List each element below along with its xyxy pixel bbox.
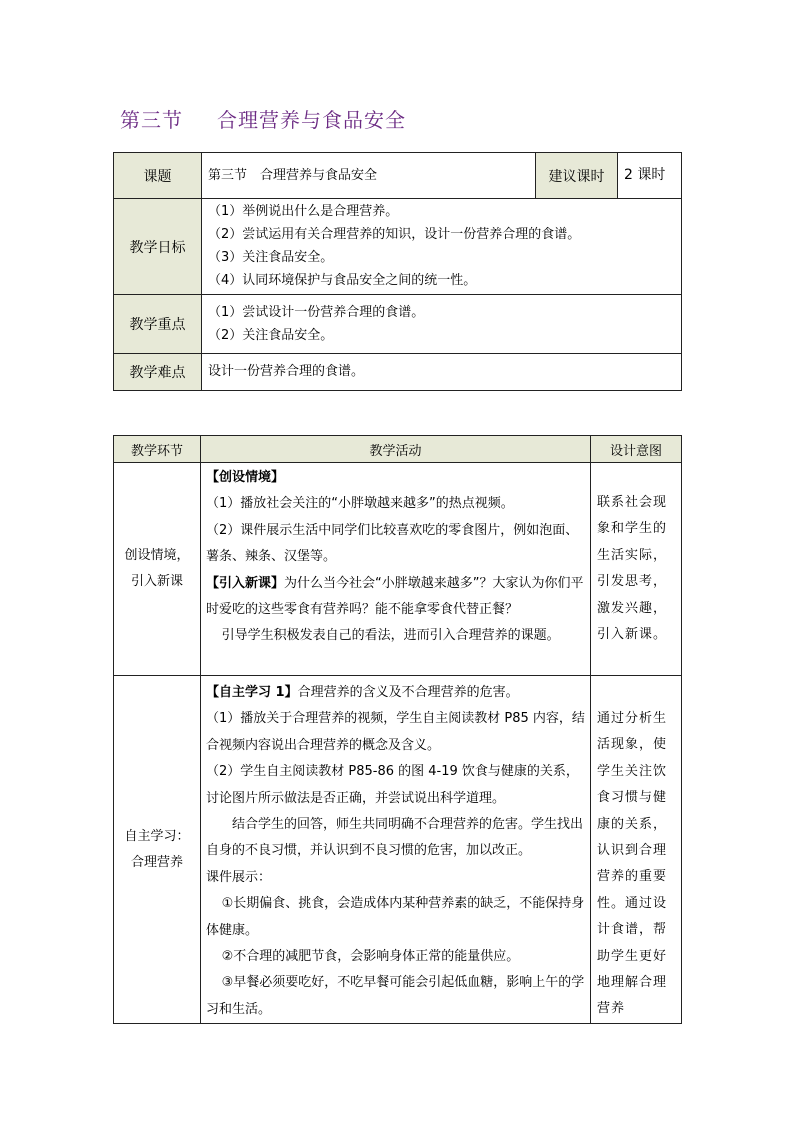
header-stage: 教学环节 bbox=[114, 436, 201, 463]
paragraph: （2）课件展示生活中同学们比较喜欢吃的零食图片，例如泡面、薯条、辣条、汉堡等。 bbox=[206, 522, 579, 565]
stage-cell bbox=[114, 463, 201, 676]
table-row bbox=[114, 676, 682, 1024]
paragraph-text: 合理营养的含义及不合理营养的危害。 bbox=[297, 685, 519, 700]
stage-text: 创设情境， bbox=[124, 548, 190, 563]
topic-label: 课题 bbox=[114, 153, 202, 199]
difficulty-row bbox=[114, 354, 682, 391]
paragraph: （1）播放社会关注的“小胖墩越来越多”的热点视频。 bbox=[206, 496, 514, 512]
paragraph: ③早餐必须要吃好，不吃早餐可能会引起低血糖，影响上午的学习和生活。 bbox=[206, 975, 585, 1017]
section-heading: 【创设情境】 bbox=[206, 470, 285, 485]
goals-content bbox=[202, 199, 682, 295]
page-title bbox=[120, 104, 406, 133]
paragraph: （2）学生自主阅读教材 P85-86 的图 4-19 饮食与健康的关系，讨论图片所示做法是否正确，并尝试说出科学道理。 bbox=[206, 764, 579, 806]
goal-item: （2）尝试运用有关合理营养的知识，设计一份营养合理的食谱。 bbox=[208, 227, 581, 242]
paragraph: 引导学生积极发表自己的看法，进而引入合理营养的课题。 bbox=[221, 628, 560, 644]
teaching-activity-table bbox=[113, 435, 682, 1024]
goals-row bbox=[114, 199, 682, 295]
hours-value: 2 课时 bbox=[618, 153, 682, 199]
intent-cell: 联系社会现象和学生的生活实际，引发思考，激发兴趣，引入新课。 bbox=[591, 463, 682, 676]
header-intent: 设计意图 bbox=[591, 436, 682, 463]
lesson-info-table bbox=[113, 152, 682, 391]
paragraph bbox=[206, 680, 585, 706]
paragraph: ①长期偏食、挑食，会造成体内某种营养素的缺乏，不能保持身体健康。 bbox=[206, 896, 585, 938]
table-row bbox=[114, 463, 682, 676]
goal-item: （3）关注食品安全。 bbox=[208, 250, 334, 265]
key-point-item: （2）关注食品安全。 bbox=[208, 328, 334, 343]
goal-item: （1）举例说出什么是合理营养。 bbox=[208, 204, 399, 219]
stage-text: 自主学习： bbox=[124, 828, 190, 844]
hours-label: 建议课时 bbox=[536, 153, 618, 199]
paragraph: 结合学生的回答，师生共同明确不合理营养的危害。学生找出自身的不良习惯，并认识到不良习惯的危害，加以改正。 bbox=[206, 817, 584, 859]
section-title: 合理营养与食品安全 bbox=[217, 108, 406, 132]
goals-label: 教学日标 bbox=[114, 199, 202, 295]
paragraph bbox=[206, 571, 585, 624]
topic-value: 第三节 合理营养与食品安全 bbox=[202, 153, 536, 199]
header-activity: 教学活动 bbox=[201, 436, 591, 463]
section-number: 第三节 bbox=[120, 108, 183, 132]
paragraph: ②不合理的减肥节食，会影响身体正常的能量供应。 bbox=[221, 949, 520, 965]
topic-row bbox=[114, 153, 682, 199]
activity-content bbox=[206, 680, 585, 1017]
key-points-label: 教学重点 bbox=[114, 295, 202, 354]
difficulty-label: 教学难点 bbox=[114, 354, 202, 391]
key-point-item: （1）尝试设计一份营养合理的食谱。 bbox=[208, 305, 425, 320]
stage-text: 引入新课 bbox=[130, 574, 183, 589]
inline-tag: 【引入新课】 bbox=[206, 575, 285, 591]
stage-text: 合理营养 bbox=[130, 854, 183, 870]
key-points-row bbox=[114, 295, 682, 354]
key-points-content bbox=[202, 295, 682, 354]
paragraph: 课件展示： bbox=[206, 869, 272, 885]
stage-cell bbox=[114, 676, 201, 1024]
activity-cell bbox=[201, 463, 591, 676]
goal-item: （4）认同环境保护与食品安全之间的统一性。 bbox=[208, 273, 477, 288]
header-row bbox=[114, 436, 682, 463]
paragraph: （1）播放关于合理营养的视频，学生自主阅读教材 P85 内容，结合视频内容说出合理营养的概念及含义。 bbox=[206, 711, 585, 753]
difficulty-value: 设计一份营养合理的食谱。 bbox=[202, 354, 682, 391]
paragraph-text: 为什么当今社会“小胖墩越来越多”？大家认为你们平时爱吃的这些零食有营养吗？能不能拿零食代替正餐？ bbox=[206, 575, 584, 618]
activity-cell bbox=[201, 676, 591, 1024]
inline-tag: 【自主学习 1】 bbox=[206, 685, 298, 700]
intent-cell bbox=[591, 676, 682, 1024]
intent-content: 通过分析生活现象，使学生关注饮食习惯与健康的关系，认识到合理营养的重要性。通过设计食谱，帮助学生更好地理解合理营养 bbox=[597, 711, 668, 1017]
